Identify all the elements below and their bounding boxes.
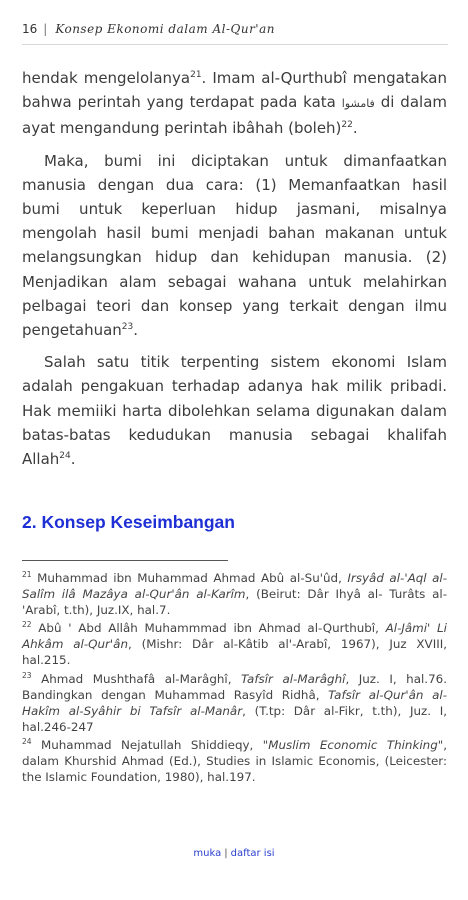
text-run: . (70, 450, 76, 469)
text-run: di dalam ayat mengandung perintah ibâhah (boleh) (22, 93, 447, 138)
footnote-21 (22, 570, 447, 618)
footnote-ref-21: 21 (190, 70, 202, 80)
text-run: Salah satu titik terpenting sistem ekonomi Islam adalah pengakuan terhadap adanya hak milik pribadi. Hak memiiki harta dibolehkan selama digunakan dalam batas-batas kedudukan manusia sebagai khalifah Allah (22, 353, 447, 469)
italic-title: Irsyâd al-'Aql al-Salîm ilâ Mazâya al-Qur'ân al-Karîm (22, 571, 447, 602)
daftar-isi-link[interactable]: daftar isi (230, 848, 275, 859)
text-run: . Imam al-Qurthubî mengatakan bahwa perintah yang terdapat pada kata (22, 69, 447, 112)
section-heading: 2. Konsep Keseimbangan (22, 512, 235, 532)
text-run: , (T.tp: Dâr al-Fikr, t.th), Juz. I, hal.246-247 (22, 703, 447, 734)
italic-title: "Muslim Economic Thinking" (262, 737, 444, 752)
text-run: . (352, 119, 358, 138)
body-text (22, 66, 447, 479)
footnotes (22, 570, 447, 787)
italic-title: Tafsîr al-Qur'ân al-Hakîm al-Syâhir bi Tafsîr al-Manâr (22, 687, 447, 718)
text-run: Ahmad Mushthafâ al-Marâghî, (31, 671, 242, 686)
text-run: Maka, bumi ini diciptakan untuk dimanfaatkan manusia dengan dua cara: (1) Memanfaatkan hasil bumi untuk keperluan hidup jasmani, misalnya mengolah hasil bumi menjadi bahan makanan untuk melangsungkan hidup dan kehidupan manusia. (2) Menjadikan alam sebagai wahana untuk melahirkan pelbagai teori dan konsep yang terkait dengan ilmu pengetahuan (22, 151, 447, 340)
paragraph-2 (22, 149, 447, 343)
arabic-word: فامشوا (341, 97, 375, 111)
footnote-24 (22, 737, 447, 785)
footnote-number: 23 (22, 670, 32, 680)
footnote-ref-22: 22 (341, 120, 353, 131)
footnote-number: 24 (22, 736, 32, 746)
footnote-divider (22, 560, 228, 561)
footnote-number: 21 (22, 570, 32, 580)
footnote-number: 22 (22, 620, 32, 630)
paragraph-1 (22, 66, 447, 141)
header-separator: | (43, 22, 48, 36)
page-number: 16 (22, 22, 38, 36)
text-run: , (Mishr: Dâr al-Kâtib al'-Arabî, 1967), Juz XVIII, hal.215. (22, 637, 447, 668)
footnote-ref-24: 24 (59, 451, 71, 462)
page-header (22, 22, 448, 45)
italic-title: Al-Jâmi' Li Ahkâm al-Qur'ân (22, 621, 447, 652)
footnote-ref-23: 23 (121, 322, 134, 333)
text-run: , Juz. I, hal.76. Bandingkan dengan Muhammad Rasyîd Ridhâ, (22, 671, 447, 702)
paragraph-3 (22, 350, 447, 471)
text-run: hendak mengelolanya (22, 69, 191, 87)
footer-separator: | (224, 848, 228, 859)
page-footer (0, 848, 468, 859)
text-run: , dalam Khurshid Ahmad (Ed.), Studies in Islamic Economis, (Leicester: the Islamic Foundation, 1980), hal.197. (22, 737, 447, 785)
footnote-22 (22, 620, 447, 668)
italic-title: Tafsîr al-Marâghî (241, 671, 346, 686)
text-run: Abû ' Abd Allâh Muhammmad ibn Ahmad al-Qurthubî, (31, 621, 386, 636)
text-run: , (Beirut: Dâr Ihyâ al- Turâts al-'Arabî, t.th), Juz.IX, hal.7. (22, 587, 448, 618)
muka-link[interactable]: muka (193, 848, 222, 859)
text-run: . (133, 321, 139, 340)
running-title: Konsep Ekonomi dalam Al-Qur'an (55, 22, 275, 36)
text-run: Muhammad ibn Muhammad Ahmad Abû al-Su'ûd, (31, 571, 348, 585)
text-run: Muhammad Nejatullah Shiddieqy, (31, 737, 263, 752)
footnote-23 (22, 671, 447, 735)
